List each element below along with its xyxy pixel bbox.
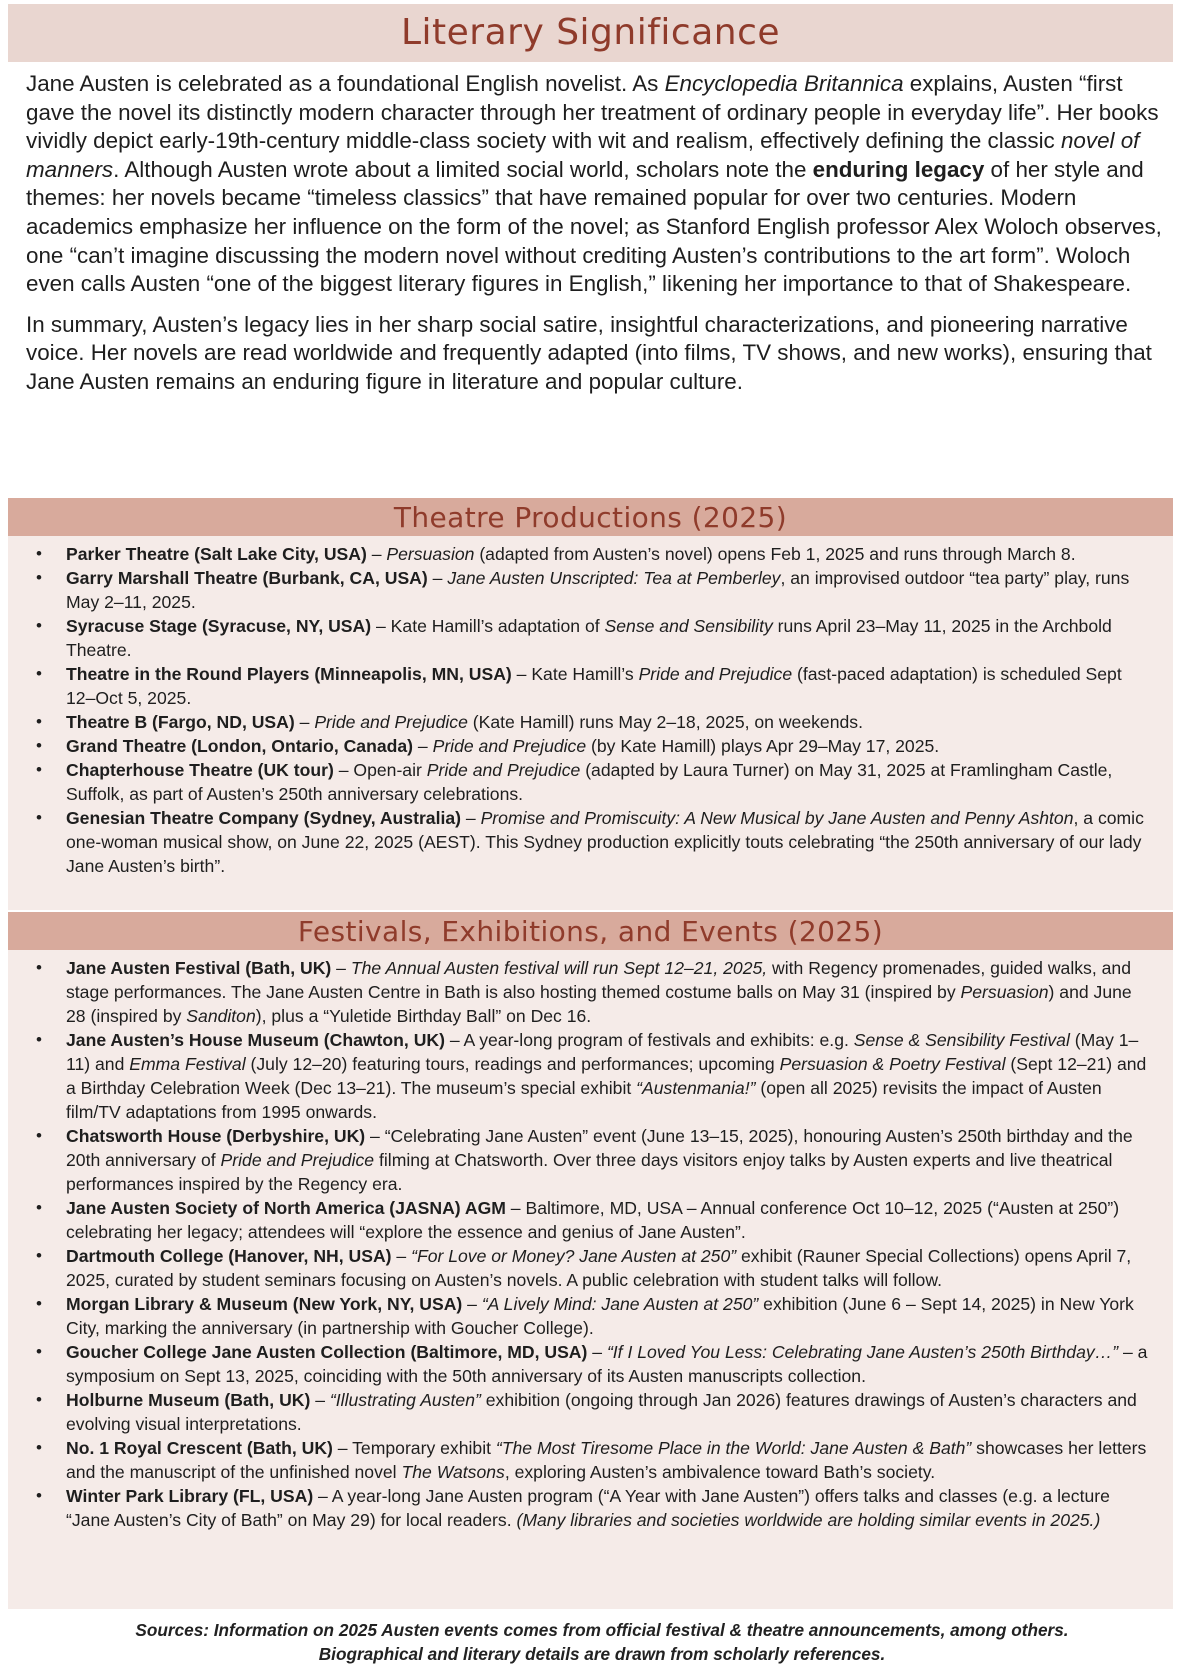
text-run: The Watsons bbox=[401, 1462, 505, 1482]
bullet-icon: • bbox=[36, 1390, 42, 1409]
text-run: “Illustrating Austen” bbox=[329, 1390, 481, 1410]
venue-name: Goucher College Jane Austen Collection (Baltimore, MD, USA) bbox=[66, 1342, 588, 1362]
text-run: Persuasion bbox=[960, 982, 1049, 1002]
festivals-section bbox=[8, 912, 1173, 1609]
text-run: “The Most Tiresome Place in the World: Jane Austen & Bath” bbox=[495, 1438, 972, 1458]
text-run: with Regency promenades, guided walks, and stage performances. The Jane Austen Centre in Bath is also hosting themed costume balls on May 31 (inspired by bbox=[66, 958, 1131, 1002]
theatre-section-heading: Theatre Productions (2025) bbox=[8, 498, 1173, 536]
list-item bbox=[36, 1292, 1155, 1340]
bullet-icon: • bbox=[36, 1198, 42, 1217]
bullet-icon: • bbox=[36, 1126, 42, 1145]
venue-name: Jane Austen Society of North America (JASNA) AGM bbox=[66, 1198, 506, 1218]
list-item bbox=[36, 542, 1155, 566]
text-run: Persuasion & Poetry Festival bbox=[779, 1054, 1006, 1074]
text-run: – Open-air bbox=[333, 760, 427, 780]
venue-name: Dartmouth College (Hanover, NH, USA) bbox=[66, 1246, 392, 1266]
list-item bbox=[36, 662, 1155, 710]
text-run: – A year-long program of festivals and exhibits: e.g. bbox=[444, 1030, 854, 1050]
text-run: – bbox=[331, 958, 351, 978]
text-run: (adapted from Austen’s novel) opens Feb 1, 2025 and runs through March 8. bbox=[474, 544, 1076, 564]
intro-paragraph-1 bbox=[26, 70, 1166, 299]
page-title: Literary Significance bbox=[8, 4, 1173, 62]
venue-name: Genesian Theatre Company (Sydney, Australia) bbox=[66, 808, 461, 828]
venue-name: Theatre B (Fargo, ND, USA) bbox=[66, 712, 295, 732]
bullet-icon: • bbox=[36, 808, 42, 827]
text-run: ), plus a “Yuletide Birthday Ball” on Dec 16. bbox=[255, 1006, 592, 1026]
intro-paragraph-2 bbox=[26, 311, 1166, 397]
list-item bbox=[36, 758, 1155, 806]
text-run: – Temporary exhibit bbox=[332, 1438, 496, 1458]
text-run: – bbox=[587, 1342, 607, 1362]
text-run: runs April 23–May 11, 2025 in the Archbold Theatre. bbox=[66, 616, 1112, 660]
text-run: novel of manners bbox=[26, 128, 1140, 182]
venue-name: Theatre in the Round Players (Minneapolis, MN, USA) bbox=[66, 664, 512, 684]
text-run: Sense and Sensibility bbox=[604, 616, 773, 636]
text-run: of her style and themes: her novels became “timeless classics” that have remained popular for over two centuries. Modern academics emphasize her influence on the form of the novel; as Stanford English professor Alex Woloch observes, one “can’t imagine discussing the modern novel without crediting Austen’s contributions to the art form”. Woloch even calls Austen “one of the biggest literary figures in English,” likening her importance to that of Shakespeare. bbox=[26, 156, 1162, 297]
text-run: – a symposium on Sept 13, 2025, coinciding with the 50th anniversary of its Austen manuscripts collection. bbox=[66, 1342, 1148, 1386]
list-item bbox=[36, 1244, 1155, 1292]
bullet-icon: • bbox=[36, 568, 42, 587]
text-run: – “Celebrating Jane Austen” event (June 13–15, 2025), honouring Austen’s 250th birthday and the 20th anniversary of bbox=[66, 1126, 1133, 1170]
bullet-icon: • bbox=[36, 712, 42, 731]
list-item bbox=[36, 710, 1155, 734]
highlight-name: enduring legacy bbox=[812, 156, 985, 182]
bullet-icon: • bbox=[36, 664, 42, 683]
text-run: exhibit (Rauner Special Collections) opens April 7, 2025, curated by student seminars focusing on Austen’s novels. A public celebration with student talks will follow. bbox=[66, 1246, 1132, 1290]
text-run: showcases her letters and the manuscript of the unfinished novel bbox=[66, 1438, 1147, 1482]
text-run: – bbox=[413, 736, 433, 756]
list-item bbox=[36, 1028, 1155, 1124]
text-run: (open all 2025) revisits the impact of Austen film/TV adaptations from 1995 onwards. bbox=[66, 1078, 1102, 1122]
sources-line-1: Sources: Information on 2025 Austen events comes from official festival & theatre announcements, among others. bbox=[135, 1620, 1069, 1640]
text-run: – A year-long Jane Austen program (“A Year with Jane Austen”) offers talks and classes (e.g. a lecture “Jane Austen’s City of Bath” on May 29) for local readers. bbox=[66, 1486, 1110, 1530]
text-run: Emma Festival bbox=[129, 1054, 246, 1074]
text-run: “A Lively Mind: Jane Austen at 250” bbox=[481, 1294, 759, 1314]
list-item bbox=[36, 956, 1155, 1028]
text-run: . Although Austen wrote about a limited social world, scholars note the bbox=[113, 156, 813, 182]
list-item bbox=[36, 1196, 1155, 1244]
venue-name: Jane Austen Festival (Bath, UK) bbox=[66, 958, 332, 978]
text-run: – Kate Hamill’s adaptation of bbox=[371, 616, 605, 636]
text-run: (Many libraries and societies worldwide are holding similar events in 2025.) bbox=[516, 1510, 1101, 1530]
list-item bbox=[36, 1436, 1155, 1484]
text-run: – bbox=[366, 544, 387, 564]
venue-name: Grand Theatre (London, Ontario, Canada) bbox=[66, 736, 414, 756]
text-run: – bbox=[294, 712, 315, 732]
bullet-icon: • bbox=[36, 544, 42, 563]
text-run: Persuasion bbox=[386, 544, 475, 564]
list-item bbox=[36, 1388, 1155, 1436]
text-run: exhibition (June 6 – Sept 14, 2025) in New York City, marking the anniversary (in partnership with Goucher College). bbox=[66, 1294, 1134, 1338]
venue-name: Garry Marshall Theatre (Burbank, CA, USA) bbox=[66, 568, 428, 588]
text-run: – bbox=[462, 1294, 482, 1314]
venue-name: Winter Park Library (FL, USA) bbox=[66, 1486, 314, 1506]
text-run: Sanditon bbox=[186, 1006, 256, 1026]
text-run: The Annual Austen festival will run Sept 12–21, 2025, bbox=[350, 958, 768, 978]
bullet-icon: • bbox=[36, 1294, 42, 1313]
bullet-icon: • bbox=[36, 1438, 42, 1457]
festivals-list bbox=[8, 950, 1173, 1532]
bullet-icon: • bbox=[36, 1246, 42, 1265]
venue-name: Chapterhouse Theatre (UK tour) bbox=[66, 760, 334, 780]
venue-name: Parker Theatre (Salt Lake City, USA) bbox=[66, 544, 367, 564]
text-run: ) and June 28 (inspired by bbox=[66, 982, 1132, 1026]
text-run: Encyclopedia Britannica bbox=[664, 71, 904, 96]
text-run: Promise and Promiscuity: A New Musical by Jane Austen and Penny Ashton bbox=[480, 808, 1074, 828]
text-run: “For Love or Money? Jane Austen at 250” bbox=[411, 1246, 737, 1266]
text-run: “Austenmania!” bbox=[636, 1078, 756, 1098]
text-run: In summary, Austen’s legacy lies in her sharp social satire, insightful characterizations, and pioneering narrative voice. Her novels are read worldwide and frequently adapted (into films, TV shows, and new works), ensuring that Jane Austen remains an enduring figure in literature and popular culture. bbox=[26, 311, 1152, 394]
text-run: Pride and Prejudice bbox=[426, 760, 581, 780]
festivals-section-heading: Festivals, Exhibitions, and Events (2025) bbox=[8, 912, 1173, 950]
list-item bbox=[36, 1484, 1155, 1532]
text-run: “If I Loved You Less: Celebrating Jane Austen’s 250th Birthday…” bbox=[606, 1342, 1119, 1362]
text-run: – bbox=[310, 1390, 330, 1410]
venue-name: Syracuse Stage (Syracuse, NY, USA) bbox=[66, 616, 372, 636]
text-run: (fast-paced adaptation) is scheduled Sept 12–Oct 5, 2025. bbox=[66, 664, 1122, 708]
bullet-icon: • bbox=[36, 1030, 42, 1049]
list-item bbox=[36, 614, 1155, 662]
venue-name: Jane Austen’s House Museum (Chawton, UK) bbox=[66, 1030, 445, 1050]
text-run: , an improvised outdoor “tea party” play, runs May 2–11, 2025. bbox=[66, 568, 1130, 612]
text-run: , exploring Austen’s ambivalence toward Bath’s society. bbox=[504, 1462, 936, 1482]
list-item bbox=[36, 1124, 1155, 1196]
text-run: filming at Chatsworth. Over three days visitors enjoy talks by Austen experts and live theatrical performances inspired by the Regency era. bbox=[66, 1150, 1113, 1194]
text-run: – Baltimore, MD, USA – Annual conference Oct 10–12, 2025 (“Austen at 250”) celebrating her legacy; attendees will “explore the essence and genius of Jane Austen”. bbox=[66, 1198, 1120, 1242]
venue-name: Chatsworth House (Derbyshire, UK) bbox=[66, 1126, 366, 1146]
text-run: Pride and Prejudice bbox=[432, 736, 587, 756]
venue-name: No. 1 Royal Crescent (Bath, UK) bbox=[66, 1438, 333, 1458]
text-run: (adapted by Laura Turner) on May 31, 2025 at Framlingham Castle, Suffolk, as part of Austen’s 250th anniversary celebrations. bbox=[66, 760, 1113, 804]
text-run: Pride and Prejudice bbox=[314, 712, 468, 732]
intro-section bbox=[26, 70, 1166, 409]
text-run: Pride and Prejudice bbox=[638, 664, 793, 684]
bullet-icon: • bbox=[36, 760, 42, 779]
list-item bbox=[36, 806, 1155, 878]
list-item bbox=[36, 566, 1155, 614]
bullet-icon: • bbox=[36, 958, 42, 977]
sources-note bbox=[0, 1618, 1204, 1666]
list-item bbox=[36, 1340, 1155, 1388]
text-run: Sense & Sensibility Festival bbox=[853, 1030, 1070, 1050]
text-run: , a comic one-woman musical show, on June 22, 2025 (AEST). This Sydney production explicitly touts celebrating “the 250th anniversary of our lady Jane Austen’s birth”. bbox=[66, 808, 1144, 876]
theatre-productions-section bbox=[8, 498, 1173, 910]
text-run: (by Kate Hamill) plays Apr 29–May 17, 2025. bbox=[586, 736, 940, 756]
bullet-icon: • bbox=[36, 1342, 42, 1361]
text-run: exhibition (ongoing through Jan 2026) features drawings of Austen’s characters and evolving visual interpretations. bbox=[66, 1390, 1137, 1434]
text-run: Pride and Prejudice bbox=[220, 1150, 375, 1170]
text-run: (Kate Hamill) runs May 2–18, 2025, on weekends. bbox=[467, 712, 863, 732]
text-run: Jane Austen Unscripted: Tea at Pemberley bbox=[447, 568, 781, 588]
bullet-icon: • bbox=[36, 616, 42, 635]
text-run: (May 1–11) and bbox=[66, 1030, 1139, 1074]
text-run: explains, Austen “first gave the novel its distinctly modern character through her treatment of ordinary people in everyday life”. Her books vividly depict early-19th-century middle-class society with wit and realism, effectively defining the classic bbox=[26, 71, 1159, 154]
text-run: – bbox=[391, 1246, 412, 1266]
venue-name: Morgan Library & Museum (New York, NY, USA) bbox=[66, 1294, 463, 1314]
text-run: – bbox=[427, 568, 448, 588]
text-run: (Sept 12–21) and a Birthday Celebration Week (Dec 13–21). The museum’s special exhibit bbox=[66, 1054, 1147, 1098]
sources-line-2: Biographical and literary details are drawn from scholarly references. bbox=[318, 1644, 886, 1664]
theatre-list bbox=[8, 536, 1173, 878]
text-run: (July 12–20) featuring tours, readings and performances; upcoming bbox=[245, 1054, 780, 1074]
venue-name: Holburne Museum (Bath, UK) bbox=[66, 1390, 311, 1410]
list-item bbox=[36, 734, 1155, 758]
text-run: – bbox=[461, 808, 481, 828]
bullet-icon: • bbox=[36, 1486, 42, 1505]
bullet-icon: • bbox=[36, 736, 42, 755]
text-run: Jane Austen is celebrated as a foundational English novelist. As bbox=[26, 71, 665, 96]
text-run: – Kate Hamill’s bbox=[511, 664, 639, 684]
